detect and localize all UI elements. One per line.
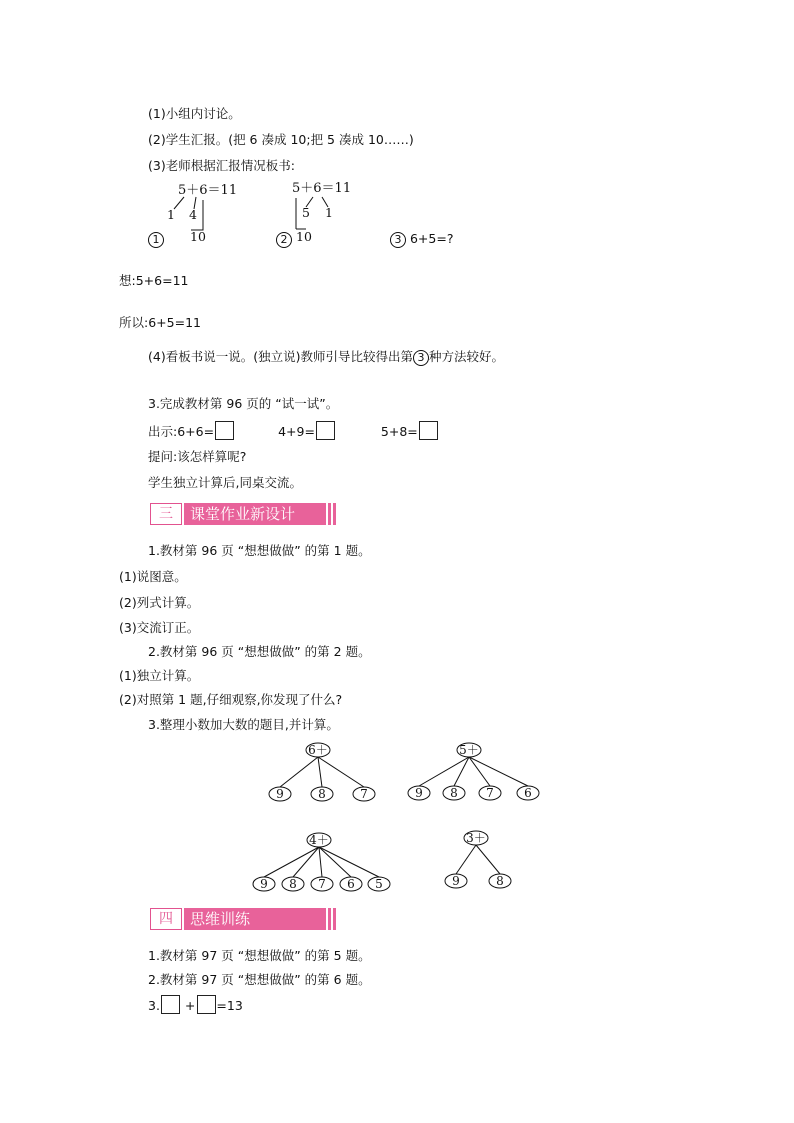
- banner-number: 三: [150, 503, 182, 525]
- step-4: (4)看板书说一说。(独立说)教师引导比较得出第 3 种方法较好。: [148, 349, 504, 364]
- tree-diagrams: [253, 743, 539, 891]
- hw-1b: (2)列式计算。: [119, 595, 200, 610]
- section-banner-4: [150, 908, 336, 930]
- tree-branch: [318, 757, 364, 787]
- exchange-line: 学生独立计算后,同桌交流。: [148, 475, 302, 490]
- tree-leaf-label: 7: [360, 787, 368, 801]
- tree-branch: [456, 845, 476, 874]
- tree-root-label: 3＋: [466, 831, 486, 845]
- tree-branch: [293, 847, 319, 877]
- tree-branch: [469, 757, 490, 786]
- ask-line: 提问:该怎样算呢?: [148, 449, 247, 464]
- hw-2: 2.教材第 96 页 “想想做做” 的第 2 题。: [148, 644, 371, 659]
- tree-leaf-label: 9: [415, 786, 423, 800]
- method-label-3: 3 6+5=?: [390, 231, 453, 248]
- method1-equation: 5＋6＝11: [178, 183, 238, 198]
- think-2: 2.教材第 97 页 “想想做做” 的第 6 题。: [148, 972, 371, 987]
- tree-branch: [318, 757, 322, 787]
- tree-branch: [319, 847, 351, 877]
- banner-number: 四: [150, 908, 182, 930]
- banner-title: 思维训练: [184, 908, 326, 930]
- tree-leaf-label: 9: [276, 787, 284, 801]
- so-line: 所以:6+5=11: [119, 315, 201, 330]
- step-3-try: 3.完成教材第 96 页的 “试一试”。: [148, 396, 339, 411]
- tree-branch: [280, 757, 318, 787]
- tree-leaf-label: 7: [318, 877, 326, 891]
- hw-2b: (2)对照第 1 题,仔细观察,你发现了什么?: [119, 692, 343, 707]
- method2-split-5: 5: [302, 205, 310, 220]
- step-3: (3)老师根据汇报情况板书:: [148, 158, 295, 173]
- tree-leaf-label: 7: [486, 786, 494, 800]
- method2-equation: 5＋6＝11: [292, 181, 352, 196]
- tree-branch: [476, 845, 500, 874]
- method2-split-1: 1: [325, 205, 333, 220]
- banner-title: 课堂作业新设计: [184, 503, 326, 525]
- method2-ten: 10: [296, 229, 312, 244]
- tree-branch: [319, 847, 322, 877]
- tree-branch: [469, 757, 528, 786]
- tree-leaf-label: 6: [347, 877, 355, 891]
- method1-ten: 10: [190, 229, 206, 244]
- think-3: 3. + =13: [148, 995, 243, 1014]
- hw-2a: (1)独立计算。: [119, 668, 200, 683]
- think-1: 1.教材第 97 页 “想想做做” 的第 5 题。: [148, 948, 371, 963]
- method-label-1: 1: [148, 231, 164, 248]
- method1-split-1: 1: [167, 207, 175, 222]
- tree-leaf-label: 8: [450, 786, 458, 800]
- tree-leaf-label: 8: [289, 877, 297, 891]
- hw-3: 3.整理小数加大数的题目,并计算。: [148, 717, 339, 732]
- show-line: 出示:6+6= 4+9= 5+8=: [148, 421, 438, 440]
- method-label-2: 2: [276, 231, 292, 248]
- hw-1a: (1)说图意。: [119, 569, 187, 584]
- method1-line-left: [174, 197, 184, 209]
- tree-root-label: 5＋: [459, 743, 479, 757]
- tree-root-label: 4＋: [309, 833, 329, 847]
- method-lines: [174, 197, 328, 230]
- think-line: 想:5+6=11: [119, 273, 189, 288]
- tree-leaf-label: 6: [524, 786, 532, 800]
- tree-root-label: 6＋: [308, 743, 328, 757]
- step-2: (2)学生汇报。(把 6 凑成 10;把 5 凑成 10……): [148, 132, 414, 147]
- hw-1: 1.教材第 96 页 “想想做做” 的第 1 题。: [148, 543, 371, 558]
- answer-box: [197, 995, 216, 1014]
- tree-leaf-label: 9: [260, 877, 268, 891]
- method1-split-4: 4: [189, 207, 197, 222]
- hw-1c: (3)交流订正。: [119, 620, 200, 635]
- step-1: (1)小组内讨论。: [148, 106, 241, 121]
- tree-branch: [319, 847, 379, 877]
- answer-box: [161, 995, 180, 1014]
- tree-leaf-label: 5: [375, 877, 383, 891]
- tree-branch: [264, 847, 319, 877]
- tree-leaf-label: 9: [452, 874, 460, 888]
- tree-leaf-label: 8: [496, 874, 504, 888]
- tree-leaf-label: 8: [318, 787, 326, 801]
